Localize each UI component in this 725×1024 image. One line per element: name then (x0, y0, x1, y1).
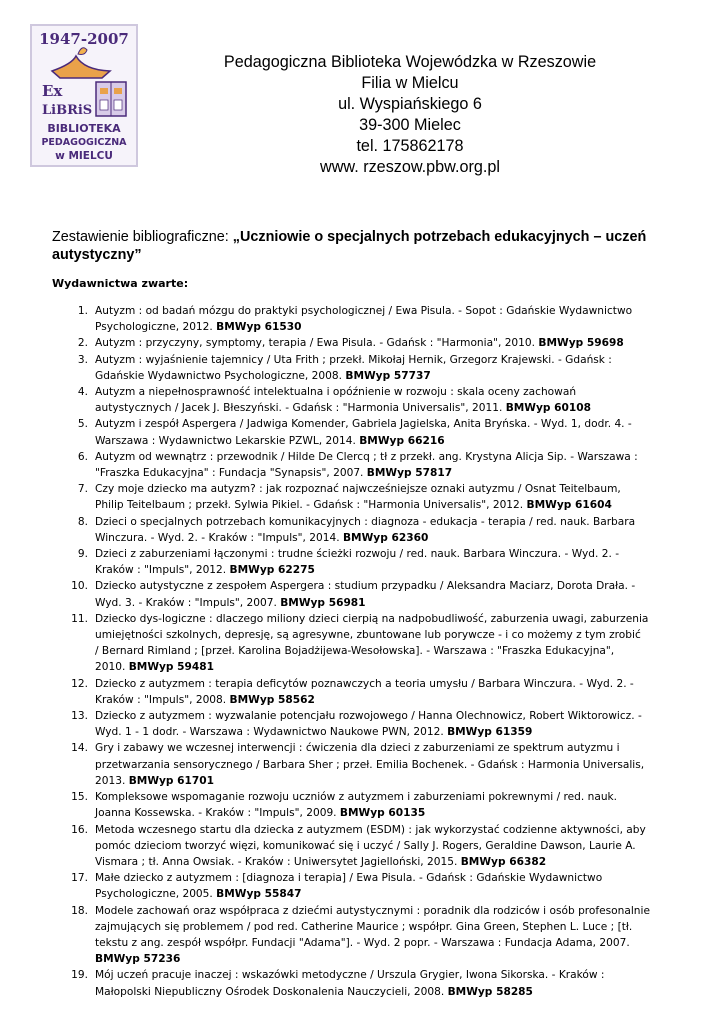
entry-text-line: Gdańskie Wydawnictwo Psychologiczne, 2008. (95, 369, 346, 382)
entry-text-line: Joanna Kossewska. - Kraków : "Impuls", 2009. (95, 807, 340, 820)
entry-number: 5. (77, 418, 88, 431)
logo-line3: w MIELCU (55, 150, 113, 162)
entry-number: 7. (77, 483, 88, 496)
entry-text-line: Metoda wczesnego startu dla dziecka z autyzmem (ESDM) : jak wykorzystać codzienne aktywności, aby (95, 823, 646, 836)
list-item (52, 352, 677, 384)
shelf-mark: BMWyp 57236 (95, 953, 181, 966)
logo-libris: LiBRiS (42, 103, 93, 118)
entry-text-line: Autyzm : przyczyny, symptomy, terapia / Ewa Pisula. - Gdańsk : "Harmonia", 2010. (95, 337, 539, 350)
list-item (52, 514, 677, 546)
shelf-mark: BMWyp 60108 (505, 402, 592, 415)
shelf-mark: BMWyp 58562 (229, 693, 315, 706)
entry-text-line: Psychologiczne, 2012. (95, 321, 217, 334)
entry-text-line: Wyd. 1 - 1 dodr. - Warszawa : Wydawnictwo Naukowe PWN, 2012. (95, 726, 448, 739)
entry-text-line: Kompleksowe wspomaganie rozwoju uczniów z autyzmem i zaburzeniami pokrewnymi / red. nauk. (95, 791, 618, 804)
entry-text-line: Małopolski Niepubliczny Ośrodek Doskonalenia Nauczycieli, 2008. (95, 985, 448, 998)
entry-number: 6. (77, 450, 88, 463)
entry-text-line: "Fraszka Edukacyjna" : Fundacja "Synapsis", 2007. (95, 467, 367, 480)
shelf-mark: BMWyp 58285 (447, 985, 533, 998)
entry-text-line: umiejętności szkolnych, depresję, są agresywne, zbuntowane lub porywcze - i co możemy z tym zrobić (95, 629, 641, 642)
entry-text-line: Philip Teitelbaum ; przekł. Sylwia Pikiel. - Gdańsk : "Harmonia Universalis", 2012. (95, 499, 527, 512)
entry-number: 13. (71, 710, 88, 723)
entry-text-line: Kraków : "Impuls", 2008. (95, 693, 230, 706)
entry-text-line: Winczura. - Wyd. 2. - Kraków : "Impuls", 2014. (95, 531, 343, 544)
shelf-mark: BMWyp 61701 (128, 774, 215, 787)
entry-number: 10. (71, 580, 88, 593)
list-item (52, 708, 677, 740)
list-item (52, 449, 677, 481)
website-address: www. rzeszow.pbw.org.pl (320, 158, 500, 176)
entry-text-line: autystycznych / Jacek J. Błeszyński. - Gdańsk : "Harmonia Universalis", 2011. (95, 402, 506, 415)
list-item (52, 416, 677, 448)
shelf-mark: BMWyp 66216 (359, 434, 445, 447)
entry-text-line: tekstu z ang. zespół współpr. Fundacji "Adama"]. - Wyd. 2 popr. - Warszawa : Fundacja Adama, 2007. (95, 936, 630, 949)
library-logo (30, 24, 138, 167)
list-item (52, 676, 677, 708)
entry-number: 1. (77, 305, 88, 317)
shelf-mark: BMWyp 56981 (280, 596, 366, 609)
logo-years: 1947-2007 (39, 30, 129, 48)
entry-text-line: Dziecko dys-logiczne : dlaczego miliony dzieci cierpią na nadpobudliwość, zaburzenia uwagi, zaburzenia (95, 612, 649, 625)
library-name: Pedagogiczna Biblioteka Wojewódzka w Rzeszowie (223, 53, 597, 71)
entry-number: 8. (77, 515, 88, 528)
entry-number: 17. (71, 872, 88, 885)
entry-number: 4. (77, 386, 88, 399)
entry-text-line: Czy moje dziecko ma autyzm? : jak rozpoznać najwcześniejsze oznaki autyzmu / Osnat Teitelbaum, (95, 483, 621, 496)
section-heading: Wydawnictwa zwarte: (52, 277, 189, 290)
title-topic-line2: autystyczny” (52, 247, 142, 263)
entry-text-line: Modele zachowań oraz współpraca z dziećmi autystycznymi : poradnik dla rodziców i osób profesonalnie (95, 904, 650, 917)
street-address: ul. Wyspiańskiego 6 (338, 95, 482, 113)
entry-text-line: Kraków : "Impuls", 2012. (95, 564, 230, 577)
entry-text-line: Dzieci z zaburzeniami łączonymi : trudne ścieżki rozwoju / red. nauk. Barbara Winczura. - Wyd. 2. - (95, 548, 620, 561)
shelf-mark: BMWyp 62360 (342, 531, 429, 544)
entry-text-line: przetwarzania sensorycznego / Barbara Sher ; przeł. Emilia Bochenek. - Gdańsk : Harmonia Universalis, (95, 758, 645, 771)
entry-text-line: zajmujących się problemem / pod red. Catherine Maurice ; współpr. Gina Green, Stephen L. Luce ; [tł. (95, 920, 633, 933)
shelf-mark: BMWyp 57737 (345, 369, 431, 382)
library-address-header (140, 52, 680, 178)
shelf-mark: BMWyp 61530 (216, 321, 302, 334)
entry-text-line: Vismara ; tł. Anna Owsiak. - Kraków : Uniwersytet Jagielloński, 2015. (95, 855, 461, 868)
shelf-mark: BMWyp 60135 (339, 807, 426, 820)
list-item (52, 903, 677, 968)
entry-text-line: Gry i zabawy we wczesnej interwencji : ćwiczenia dla dzieci z zaburzeniami ze spektrum autyzmu i (95, 742, 620, 755)
entry-number: 14. (71, 742, 88, 755)
shelf-mark: BMWyp 61604 (526, 499, 612, 512)
list-item (52, 335, 677, 351)
entry-text-line: Autyzm i zespół Aspergera / Jadwiga Komender, Gabriela Jagielska, Anita Bryńska. - Wyd. 1, dodr. 4. - (95, 418, 632, 431)
logo-line2: PEDAGOGICZNA (41, 137, 127, 148)
shelf-mark: BMWyp 66382 (460, 855, 547, 868)
ex-libris-emblem (32, 26, 136, 165)
entry-number: 3. (77, 353, 88, 366)
list-item (52, 822, 677, 871)
list-item (52, 481, 677, 513)
list-item (52, 578, 677, 610)
entry-text-line: Mój uczeń pracuje inaczej : wskazówki metodyczne / Urszula Grygier, Iwona Sikorska. - Kraków : (95, 969, 605, 982)
logo-ex: Ex (42, 82, 63, 100)
list-item (52, 303, 677, 335)
entry-text-line: 2013. (95, 774, 129, 787)
entry-number: 19. (71, 969, 88, 982)
shelf-mark: BMWyp 62275 (229, 564, 315, 577)
shelf-mark: BMWyp 57817 (366, 467, 453, 480)
list-item (52, 611, 677, 676)
list-item (52, 789, 677, 821)
entry-text-line: pomóc dzieciom tworzyć więzi, komunikować się i uczyć / Sally J. Rogers, Geraldine Dawson, Laurie A. (95, 839, 636, 852)
shelf-mark: BMWyp 55847 (216, 888, 302, 901)
entry-number: 9. (77, 548, 88, 561)
entry-number: 16. (71, 823, 88, 836)
entry-number: 15. (71, 791, 88, 804)
shelf-mark: BMWyp 59481 (128, 661, 215, 674)
entry-text-line: Dziecko z autyzmem : wyzwalanie potencjału rozwojowego / Hanna Olechnowicz, Robert Wiktorowicz. - (95, 710, 642, 723)
list-item (52, 967, 677, 999)
list-item (52, 384, 677, 416)
entry-text-line: 2010. (95, 661, 129, 674)
postal-city: 39-300 Mielec (359, 116, 461, 134)
branch-name: Filia w Mielcu (361, 74, 459, 92)
document-title (52, 228, 672, 264)
entry-text-line: Dzieci o specjalnych potrzebach komunikacyjnych : diagnoza - edukacja - terapia / red. nauk. Barbara (95, 515, 636, 528)
phone-number: tel. 175862178 (356, 137, 464, 155)
entry-text-line: Małe dziecko z autyzmem : [diagnoza i terapia] / Ewa Pisula. - Gdańsk : Gdańskie Wydawnictwo (95, 872, 603, 885)
list-item (52, 870, 677, 902)
logo-line1: BIBLIOTEKA (47, 122, 121, 135)
entry-text-line: Warszawa : Wydawnictwo Lekarskie PZWL, 2014. (95, 434, 360, 447)
entry-text-line: Dziecko z autyzmem : terapia deficytów poznawczych a teoria umysłu / Barbara Winczura. - Wyd. 2. - (95, 677, 634, 690)
entry-text-line: / Bernard Rimland ; [przeł. Karolina Bojadżijewa-Wesołowska]. - Warszawa : "Fraszka Edukacyjna", (95, 645, 615, 658)
entry-number: 11. (71, 612, 88, 625)
entry-text-line: Autyzm : wyjaśnienie tajemnicy / Uta Frith ; przekł. Mikołaj Hernik, Grzegorz Krajewski. - Gdańsk : (95, 353, 612, 366)
bibliography-list (52, 303, 677, 1000)
entry-text-line: Autyzm a niepełnosprawność intelektualna i opóźnienie w rozwoju : skala oceny zachowań (95, 386, 577, 399)
entry-text-line: Dziecko autystyczne z zespołem Aspergera : studium przypadku / Aleksandra Maciarz, Dorota Drała. - (95, 580, 636, 593)
entry-text-line: Wyd. 3. - Kraków : "Impuls", 2007. (95, 596, 281, 609)
entry-text-line: Psychologiczne, 2005. (95, 888, 217, 901)
shelf-mark: BMWyp 61359 (447, 726, 533, 739)
entry-text-line: Autyzm od wewnątrz : przewodnik / Hilde De Clercq ; tł z przekł. ang. Krystyna Alicja Sip. - Warszawa : (95, 450, 638, 463)
entry-number: 18. (71, 904, 88, 917)
title-topic-line1: „Uczniowie o specjalnych potrzebach edukacyjnych – uczeń (232, 229, 647, 245)
entry-text-line: Autyzm : od badań mózgu do praktyki psychologicznej / Ewa Pisula. - Sopot : Gdańskie Wydawnictwo (95, 305, 633, 317)
shelf-mark: BMWyp 59698 (538, 337, 624, 350)
title-prefix: Zestawienie bibliograficzne: (52, 229, 233, 245)
list-item (52, 546, 677, 578)
list-item (52, 740, 677, 789)
entry-number: 2. (77, 337, 88, 350)
entry-number: 12. (71, 677, 88, 690)
